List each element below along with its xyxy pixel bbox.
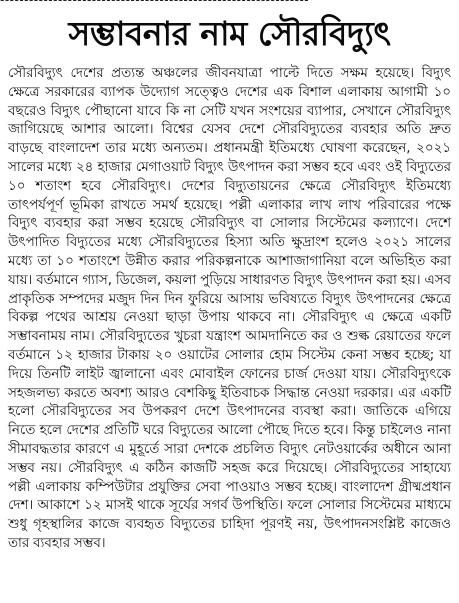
newspaper-clipping: ---------------------------------------------------------------- সম্ভাবনার নাম সৌরবিদ্যুৎ সৌরবিদ্যুৎ দেশের প্রত্যন্ত অঞ্চলের জীবনযাত্রা পাল্টে দিতে সক্ষম হয়েছে। বিদ্যুৎ ক্ষেত্রে সরকারের ব্যাপক উদ্যোগ সত্ত্বেও দেশের এক বিশাল এলাকায় আগামী ১০ বছরেও বিদ্যুৎ পৌছানো যাবে কি না সেটি যখন সংশয়ের ব্যাপার, সেখানে সৌরবিদ্যুৎ জাগিয়েছে আশার আলো। বিশ্বের যেসব দেশে সৌরবিদ্যুতের ব্যবহার অতি দ্রুত বাড়ছে বাংলাদেশ তার মধ্যে অন্যতম। প্রধানমন্ত্রী ইতিমধ্যে ঘোষণা করেছেন, ২০২১ সালের মধ্যে ২৪ হাজার মেগাওয়াট বিদ্যুৎ উৎপাদন করা সম্ভব হবে এবং ওই বিদ্যুতের ১০ শতাংশ হবে সৌরবিদ্যুৎ। দেশের বিদ্যুতায়নের ক্ষেত্রে সৌরবিদ্যুৎ ইতিমধ্যে তাৎপর্যপূর্ণ ভূমিকা রাখতে সমর্থ হয়েছে। পল্লী এলাকার লাখ লাখ পরিবারের পক্ষে বিদ্যুৎ ব্যবহার করা সম্ভব হয়েছে সৌরবিদ্যুৎ বা সোলার সিস্টেমের কল্যাণে। দেশে উৎপাদিত বিদ্যুতের মধ্যে সৌরবিদ্যুতের হিস্যা অতি ক্ষুদ্রাংশ হলেও ২০২১ সালের মধ্যে তা ১০ শতাংশে উন্নীত করার পরিকল্পনাকে আশাজাগানিয়া বলে অভিহিত করা যায়। বর্তমানে গ্যাস, ডিজেল, কয়লা পুড়িয়ে সাধারণত বিদ্যুৎ উৎপাদন করা হয়। এসব প্রাকৃতিক সম্পদের মজুদ দিন দিন ফুরিয়ে আসায় ভবিষ্যতে বিদ্যুৎ উৎপাদনের ক্ষেত্রে বিকল্প পথের আশ্রয় নেওয়া ছাড়া উপায় থাকবে না। সৌরবিদ্যুৎ এ ক্ষেত্রে একটি সম্ভাবনাময় নাম। সৌরবিদ্যুতের খুচরা যন্ত্রাংশ আমদানিতে কর ও শুল্ক রেয়াতের ফলে বর্তমানে ১২ হাজার টাকায় ২০ ওয়াটের সোলার হোম সিস্টেম কেনা সম্ভব হচ্ছে; যা দিয়ে তিনটি লাইট জ্বালানো এবং মোবাইল ফোনের চার্জ দেওয়া যায়। সৌরবিদ্যুৎকে সহজলভ্য করতে অবশ্য আরও বেশকিছু ইতিবাচক সিদ্ধান্ত নেওয়া দরকার। এর একটি হলো সৌরবিদ্যুতের সব উপকরণ দেশে উৎপাদনের ব্যবস্থা করা। জাতিকে এগিয়ে নিতে হলে দেশের প্রতিটি ঘরে বিদ্যুতের আলো পৌছে দিতে হবে। কিন্তু চাইলেও নানা সীমাবদ্ধতার কারণে এ মুহূর্তে সারা দেশকে প্রচলিত বিদ্যুৎ নেটওয়ার্কের অধীনে আনা সম্ভব নয়। সৌরবিদ্যুৎ এ কঠিন কাজটি সহজ করে দিয়েছে। সৌরবিদ্যুতের সাহায্যে পল্লী এলাকায় কম্পিউটার প্রযুক্তির সেবা পাওয়াও সম্ভব হচ্ছে। বাংলাদেশ গ্রীষ্মপ্রধান দেশ। আকাশে ১২ মাসই থাকে সূর্যের সগর্ব উপস্থিতি। ফলে সোলার সিস্টেমের মাধ্যমে শুধু গৃহস্থালির কাজে ব্যবহৃত বিদ্যুতের চাহিদা পূরণই নয়, উৎপাদনসংশ্লিষ্ট কাজেও তার ব্যবহার সম্ভব। bbox=[0, 0, 459, 603]
article-paragraph: সৌরবিদ্যুৎ দেশের প্রত্যন্ত অঞ্চলের জীবনযাত্রা পাল্টে দিতে সক্ষম হয়েছে। বিদ্যুৎ ক্ষেত্রে সরকারের ব্যাপক উদ্যোগ সত্ত্বেও দেশের এক বিশাল এলাকায় আগামী ১০ বছরেও বিদ্যুৎ পৌছানো যাবে কি না সেটি যখন সংশয়ের ব্যাপার, সেখানে সৌরবিদ্যুৎ জাগিয়েছে আশার আলো। বিশ্বের যেসব দেশে সৌরবিদ্যুতের ব্যবহার অতি দ্রুত বাড়ছে বাংলাদেশ তার মধ্যে অন্যতম। প্রধানমন্ত্রী ইতিমধ্যে ঘোষণা করেছেন, ২০২১ সালের মধ্যে ২৪ হাজার মেগাওয়াট বিদ্যুৎ উৎপাদন করা সম্ভব হবে এবং ওই বিদ্যুতের ১০ শতাংশ হবে সৌরবিদ্যুৎ। দেশের বিদ্যুতায়নের ক্ষেত্রে সৌরবিদ্যুৎ ইতিমধ্যে তাৎপর্যপূর্ণ ভূমিকা রাখতে সমর্থ হয়েছে। পল্লী এলাকার লাখ লাখ পরিবারের পক্ষে বিদ্যুৎ ব্যবহার করা সম্ভব হয়েছে সৌরবিদ্যুৎ বা সোলার সিস্টেমের কল্যাণে। দেশে উৎপাদিত বিদ্যুতের মধ্যে সৌরবিদ্যুতের হিস্যা অতি ক্ষুদ্রাংশ হলেও ২০২১ সালের মধ্যে তা ১০ শতাংশে উন্নীত করার পরিকল্পনাকে আশাজাগানিয়া বলে অভিহিত করা যায়। বর্তমানে গ্যাস, ডিজেল, কয়লা পুড়িয়ে সাধারণত বিদ্যুৎ উৎপাদন করা হয়। এসব প্রাকৃতিক সম্পদের মজুদ দিন দিন ফুরিয়ে আসায় ভবিষ্যতে বিদ্যুৎ উৎপাদনের ক্ষেত্রে বিকল্প পথের আশ্রয় নেওয়া ছাড়া উপায় থাকবে না। সৌরবিদ্যুৎ এ ক্ষেত্রে একটি সম্ভাবনাময় নাম। সৌরবিদ্যুতের খুচরা যন্ত্রাংশ আমদানিতে কর ও শুল্ক রেয়াতের ফলে বর্তমানে ১২ হাজার টাকায় ২০ ওয়াটের সোলার হোম সিস্টেম কেনা সম্ভব হচ্ছে; যা দিয়ে তিনটি লাইট জ্বালানো এবং মোবাইল ফোনের চার্জ দেওয়া যায়। সৌরবিদ্যুৎকে সহজলভ্য করতে অবশ্য আরও বেশকিছু ইতিবাচক সিদ্ধান্ত নেওয়া দরকার। এর একটি হলো সৌরবিদ্যুতের সব উপকরণ দেশে উৎপাদনের ব্যবস্থা করা। জাতিকে এগিয়ে নিতে হলে দেশের প্রতিটি ঘরে বিদ্যুতের আলো পৌছে দিতে হবে। কিন্তু চাইলেও নানা সীমাবদ্ধতার কারণে এ মুহূর্তে সারা দেশকে প্রচলিত বিদ্যুৎ নেটওয়ার্কের অধীনে আনা সম্ভব নয়। সৌরবিদ্যুৎ এ কঠিন কাজটি সহজ করে দিয়েছে। সৌরবিদ্যুতের সাহায্যে পল্লী এলাকায় কম্পিউটার প্রযুক্তির সেবা পাওয়াও সম্ভব হচ্ছে। বাংলাদেশ গ্রীষ্মপ্রধান দেশ। আকাশে ১২ মাসই থাকে সূর্যের সগর্ব উপস্থিতি। ফলে সোলার সিস্টেমের মাধ্যমে শুধু গৃহস্থালির কাজে ব্যবহৃত বিদ্যুতের চাহিদা পূরণই নয়, উৎপাদনসংশ্লিষ্ট কাজেও তার ব্যবহার সম্ভব। bbox=[8, 66, 451, 551]
article-body bbox=[8, 65, 451, 597]
article-headline: সম্ভাবনার নাম সৌরবিদ্যুৎ bbox=[68, 14, 391, 53]
